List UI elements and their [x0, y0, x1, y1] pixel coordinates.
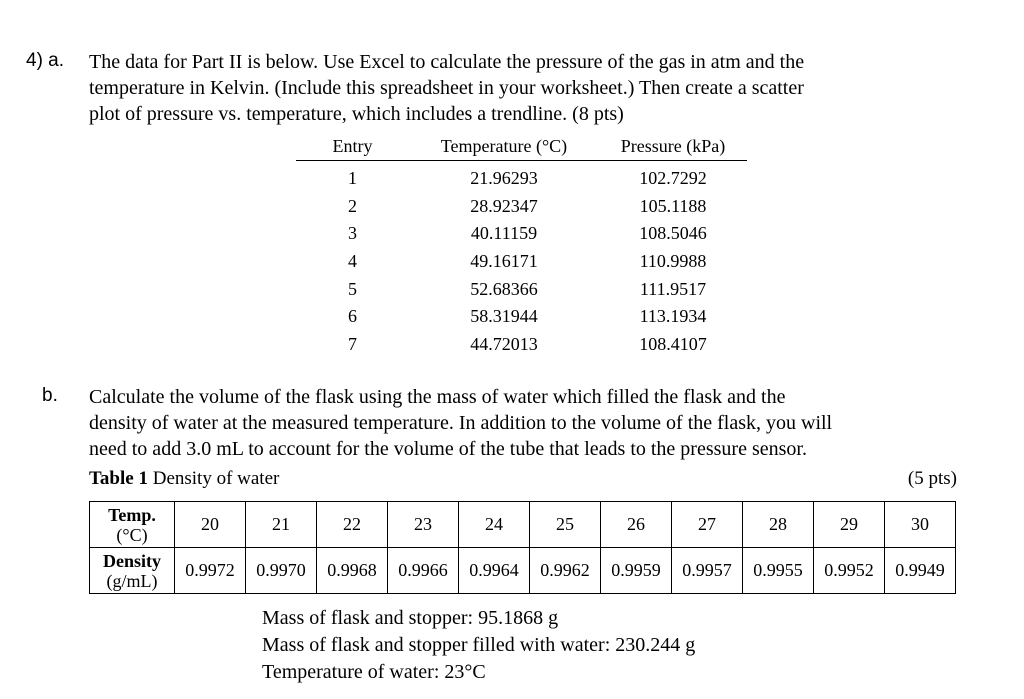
part-b-line-2: density of water at the measured temperature. In addition to the volume of the flask, you will [89, 412, 833, 434]
pressure-cell: 108.5046 [639, 223, 707, 244]
mass-flask-stopper: Mass of flask and stopper: 95.1868 g [262, 607, 559, 629]
density-unit: (g/mL) [106, 570, 158, 591]
table-1-caption [89, 468, 957, 490]
given-measurements [262, 605, 695, 686]
part-b-line-3: need to add 3.0 mL to account for the volume of the tube that leads to the pressure sensor. [89, 438, 807, 460]
temperature-row [90, 502, 956, 548]
density-header: Density [103, 550, 161, 571]
temp-header-cell [90, 502, 175, 548]
temp-unit: (°C) [116, 524, 148, 545]
density-cell: 0.9972 [175, 548, 246, 594]
table-row [296, 331, 747, 359]
points-label: (5 pts) [907, 468, 957, 489]
table-row [296, 303, 747, 331]
part-a-line-2: temperature in Kelvin. (Include this spreadsheet in your worksheet.) Then create a scatter [89, 77, 804, 99]
pressure-cell: 108.4107 [639, 333, 707, 354]
table-row [296, 220, 747, 248]
temperature-cell: 40.11159 [470, 223, 538, 244]
part-b-instructions [89, 384, 989, 462]
pressure-cell: 113.1934 [639, 306, 707, 327]
entry-cell: 5 [348, 278, 357, 299]
part-a-line-3: plot of pressure vs. temperature, which includes a trendline. (8 pts) [89, 103, 624, 125]
part-b-line-1: Calculate the volume of the flask using the mass of water which filled the flask and the [89, 386, 786, 408]
question-4a-label: 4) a. [26, 50, 65, 71]
density-header-cell [90, 548, 175, 594]
caption-text: Density of water [152, 468, 280, 489]
part-ii-data-table [296, 135, 747, 358]
temp-cell: 27 [672, 502, 743, 548]
density-cell: 0.9952 [814, 548, 885, 594]
entry-cell: 4 [348, 251, 357, 272]
density-cell: 0.9949 [885, 548, 956, 594]
density-cell: 0.9970 [246, 548, 317, 594]
entry-cell: 1 [348, 168, 357, 189]
temp-cell: 21 [246, 502, 317, 548]
header-pressure: Pressure (kPa) [599, 135, 747, 161]
table-row [296, 248, 747, 276]
temperature-cell: 58.31944 [470, 306, 538, 327]
header-temperature: Temperature (°C) [409, 135, 599, 161]
temp-cell: 25 [530, 502, 601, 548]
density-cell: 0.9966 [388, 548, 459, 594]
temp-header: Temp. [108, 504, 156, 525]
temperature-cell: 44.72013 [470, 333, 538, 354]
header-entry: Entry [296, 135, 409, 161]
table-row [296, 275, 747, 303]
temp-cell: 26 [601, 502, 672, 548]
temperature-cell: 52.68366 [470, 278, 538, 299]
part-a-instructions [89, 49, 989, 127]
table-header-row [296, 135, 747, 161]
density-cell: 0.9957 [672, 548, 743, 594]
density-cell: 0.9955 [743, 548, 814, 594]
density-of-water-table [89, 501, 956, 594]
temp-cell: 30 [885, 502, 956, 548]
density-cell: 0.9968 [317, 548, 388, 594]
temp-cell: 20 [175, 502, 246, 548]
question-b-label: b. [42, 385, 58, 406]
temperature-cell: 21.96293 [470, 168, 538, 189]
entry-cell: 6 [348, 306, 357, 327]
density-row [90, 548, 956, 594]
pressure-cell: 110.9988 [639, 251, 707, 272]
temp-cell: 28 [743, 502, 814, 548]
temp-cell: 29 [814, 502, 885, 548]
caption-label: Table 1 [89, 468, 148, 489]
entry-cell: 2 [348, 195, 357, 216]
part-a-line-1: The data for Part II is below. Use Excel to calculate the pressure of the gas in atm and the [89, 51, 805, 73]
temperature-cell: 28.92347 [470, 195, 538, 216]
entry-cell: 7 [348, 333, 357, 354]
entry-cell: 3 [348, 223, 357, 244]
pressure-cell: 105.1188 [639, 195, 707, 216]
density-cell: 0.9962 [530, 548, 601, 594]
table-row [296, 193, 747, 221]
pressure-cell: 102.7292 [639, 168, 707, 189]
table-row [296, 161, 747, 193]
water-temperature: Temperature of water: 23°C [262, 661, 486, 683]
temp-cell: 22 [317, 502, 388, 548]
mass-flask-with-water: Mass of flask and stopper filled with water: 230.244 g [262, 634, 696, 656]
temp-cell: 24 [459, 502, 530, 548]
temp-cell: 23 [388, 502, 459, 548]
density-cell: 0.9959 [601, 548, 672, 594]
pressure-cell: 111.9517 [639, 278, 707, 299]
density-cell: 0.9964 [459, 548, 530, 594]
temperature-cell: 49.16171 [470, 251, 538, 272]
